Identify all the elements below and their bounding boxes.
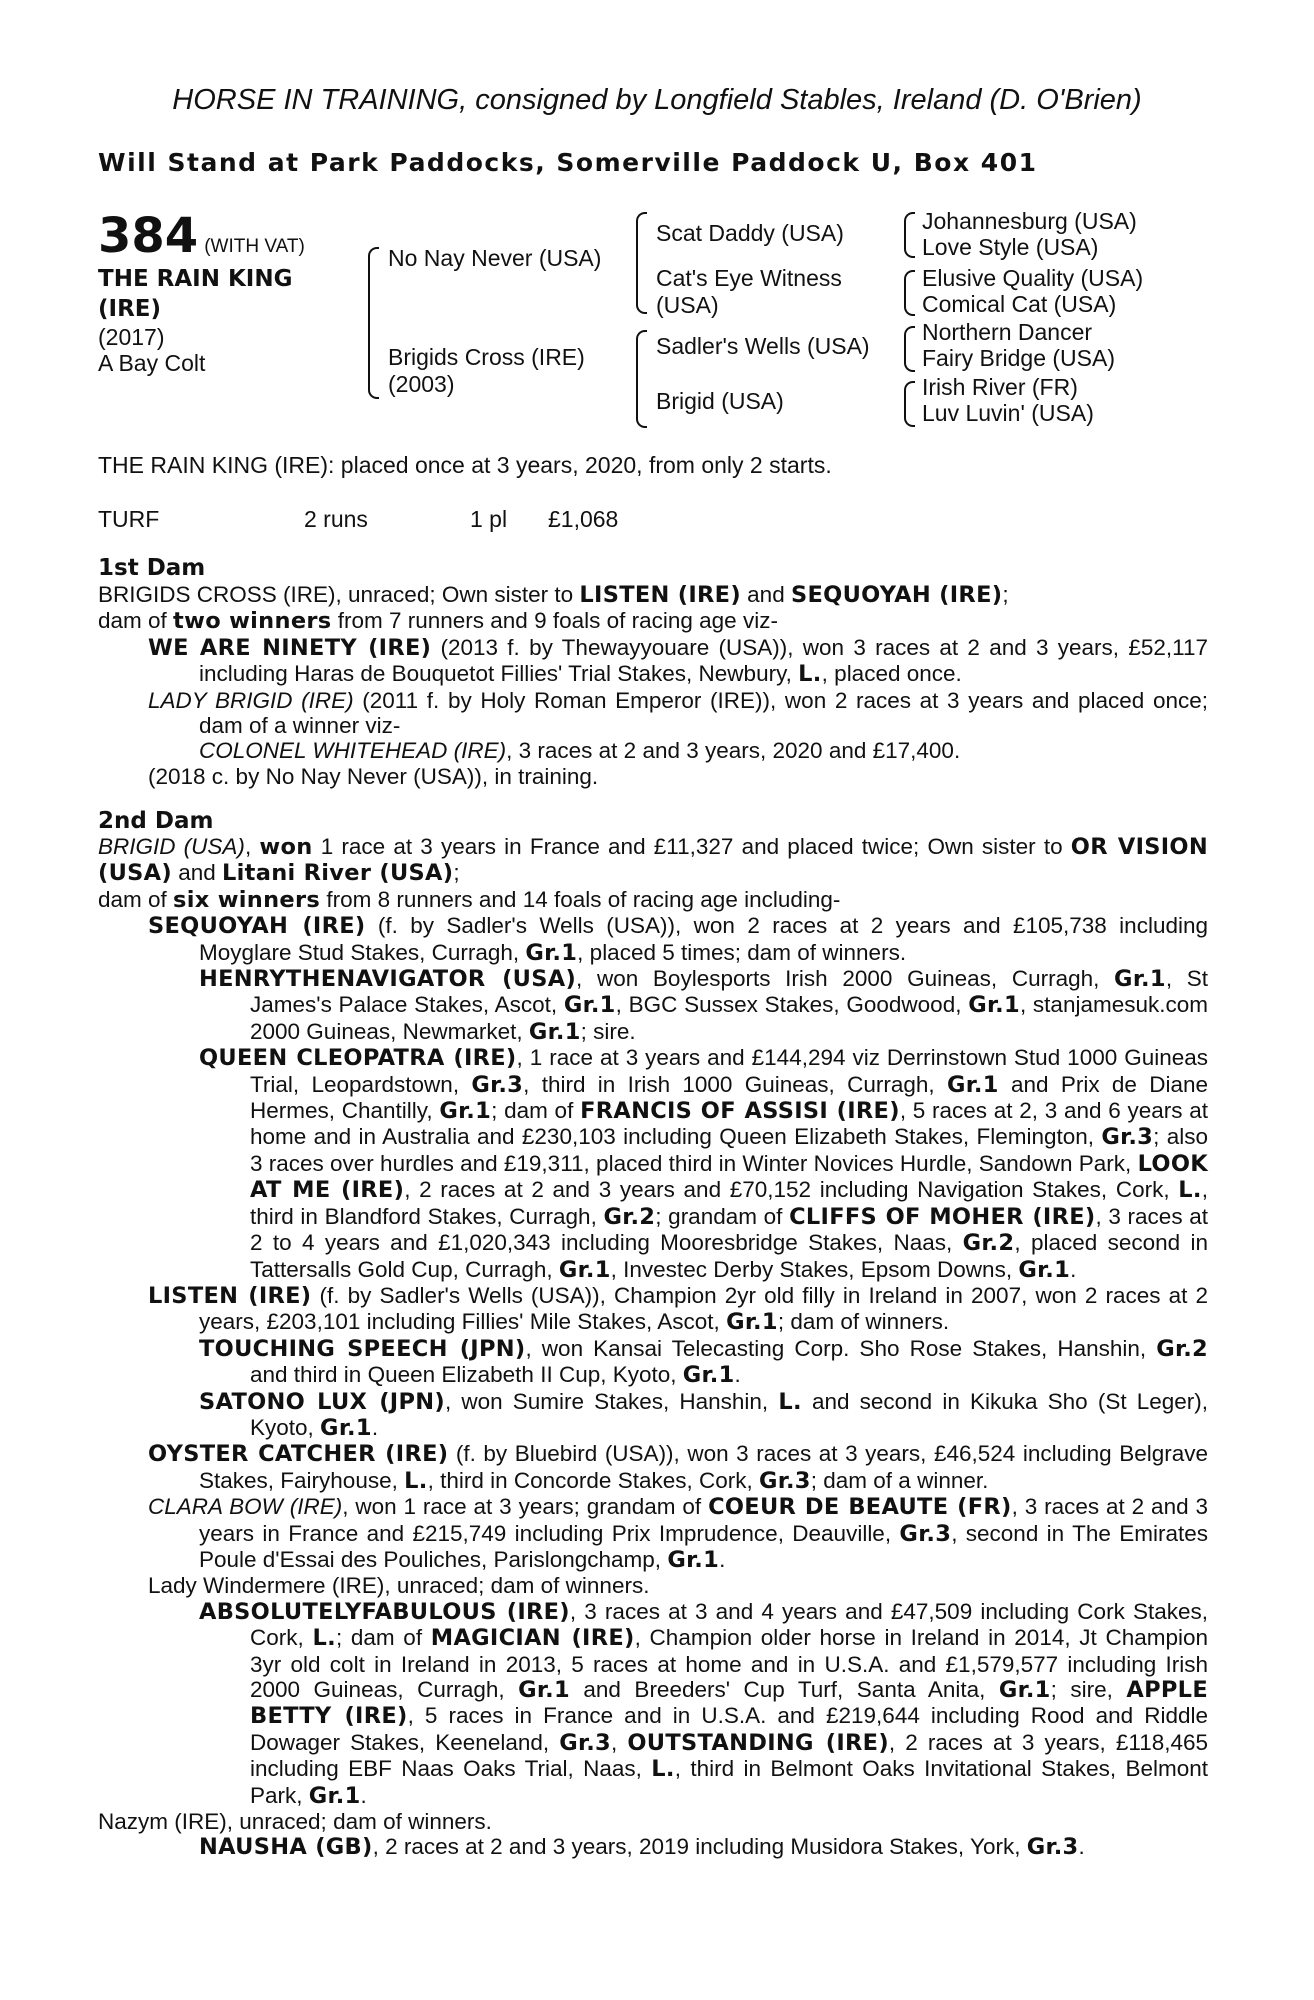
pedigree-sire-sire: Scat Daddy (USA) <box>656 220 844 246</box>
lot-number: 384 <box>98 208 199 264</box>
pedigree-gg5: Northern Dancer <box>922 319 1093 345</box>
second-dam-produce: dam of six winners from 8 runners and 14 foals of racing age including- <box>98 886 841 913</box>
record-runs: 2 runs <box>304 506 368 532</box>
vat-note: (WITH VAT) <box>204 236 305 257</box>
produce-entry: LADY BRIGID (IRE) (2011 f. by Holy Roman Emperor (IRE)), won 2 races at 3 years and placed once; dam of a winner viz- <box>148 687 1209 739</box>
pedigree-gg8: Luv Luvin' (USA) <box>922 400 1094 426</box>
pedigree-gg1: Johannesburg (USA) <box>922 208 1137 234</box>
second-dam-intro: BRIGID (USA), won 1 race at 3 years in France and £11,327 and placed twice; Own sister to OR VISION (USA) and Litani River (USA); <box>98 834 1208 887</box>
pedigree-brace <box>904 381 915 427</box>
pedigree-gg6: Fairy Bridge (USA) <box>922 345 1115 371</box>
pedigree-dam-year: (2003) <box>388 371 455 397</box>
pedigree-sire-dam-country: (USA) <box>656 292 719 318</box>
pedigree-dam <box>388 344 585 398</box>
record-surface: TURF <box>98 506 160 532</box>
first-dam-section <box>98 582 1208 789</box>
pedigree-gg3: Elusive Quality (USA) <box>922 265 1144 291</box>
pedigree-sire: No Nay Never (USA) <box>388 245 602 271</box>
record-placed: 1 pl <box>470 506 508 532</box>
produce-entry: Lady Windermere (IRE), unraced; dam of winners. <box>148 1573 650 1599</box>
produce-entry: WE ARE NINETY (IRE) (2013 f. by Thewayyouare (USA)), won 3 races at 2 and 3 years, £52,117 including Haras de Bouquetot Fillies' Trial Stakes, Newbury, L., placed once. <box>148 634 1208 688</box>
first-dam-heading: 1st Dam <box>98 555 206 581</box>
produce-entry: SEQUOYAH (IRE) (f. by Sadler's Wells (USA)), won 2 races at 2 years and £105,738 including Moyglare Stud Stakes, Curragh, Gr.1, placed 5 times; dam of winners. <box>148 913 1208 966</box>
horse-name-line2: (IRE) <box>98 296 162 322</box>
stand-location: Will Stand at Park Paddocks, Somerville Paddock U, Box 401 <box>98 148 1038 177</box>
produce-entry: HENRYTHENAVIGATOR (USA), won Boylesports Irish 2000 Guineas, Curragh, Gr.1, St James's Palace Stakes, Ascot, Gr.1, BGC Sussex Stakes, Goodwood, Gr.1, stanjamesuk.com 2000 Guineas, Newmarket, Gr.1; sire. <box>199 966 1209 1045</box>
produce-entry: (2018 c. by No Nay Never (USA)), in training. <box>148 763 599 789</box>
record-earnings: £1,068 <box>548 506 619 532</box>
horse-name-line1: THE RAIN KING <box>98 266 293 292</box>
pedigree-dam-name: Brigids Cross (IRE) <box>388 344 585 370</box>
pedigree-brace <box>904 326 915 372</box>
pedigree-brace <box>368 247 379 399</box>
pedigree-gg4: Comical Cat (USA) <box>922 291 1117 317</box>
produce-entry: QUEEN CLEOPATRA (IRE), 1 race at 3 years and £144,294 viz Derrinstown Stud 1000 Guineas Trial, Leopardstown, Gr.3, third in Irish 1000 Guineas, Curragh, Gr.1 and Prix de Diane Hermes, Chantilly, Gr.1; dam of FRANCIS OF ASSISI (IRE), 5 races at 2, 3 and 6 years at home and in Australia and £230,103 including Queen Elizabeth Stakes, Flemington, Gr.3; also 3 races over hurdles and £19,311, placed third in Winter Novices Hurdle, Sandown Park, LOOK AT ME (IRE), 2 races at 2 and 3 years and £70,152 including Navigation Stakes, Cork, L., third in Blandford Stakes, Curragh, Gr.2; grandam of CLIFFS OF MOHER (IRE), 3 races at 2 to 4 years and £1,020,343 including Mooresbridge Stakes, Naas, Gr.2, placed second in Tattersalls Gold Cup, Curragh, Gr.1, Investec Derby Stakes, Epsom Downs, Gr.1. <box>199 1045 1209 1283</box>
pedigree-dam-dam: Brigid (USA) <box>656 388 784 414</box>
second-dam-heading: 2nd Dam <box>98 808 214 834</box>
race-summary: THE RAIN KING (IRE): placed once at 3 years, 2020, from only 2 starts. <box>98 452 832 478</box>
produce-entry: TOUCHING SPEECH (JPN), won Kansai Telecasting Corp. Sho Rose Stakes, Hanshin, Gr.2 and third in Queen Elizabeth II Cup, Kyoto, Gr.1. <box>199 1335 1208 1389</box>
second-dam-section <box>98 834 1208 1861</box>
first-dam-intro: BRIGIDS CROSS (IRE), unraced; Own sister to LISTEN (IRE) and SEQUOYAH (IRE); <box>98 582 1009 608</box>
produce-entry: NAUSHA (GB), 2 races at 2 and 3 years, 2019 including Musidora Stakes, York, Gr.3. <box>199 1834 1085 1861</box>
produce-entry: Nazym (IRE), unraced; dam of winners. <box>98 1809 492 1835</box>
lot-heading <box>98 208 305 264</box>
produce-entry: COLONEL WHITEHEAD (IRE), 3 races at 2 and 3 years, 2020 and £17,400. <box>199 738 961 764</box>
consignment-header: HORSE IN TRAINING, consigned by Longfield Stables, Ireland (D. O'Brien) <box>172 84 1142 116</box>
pedigree-dam-sire: Sadler's Wells (USA) <box>656 333 870 359</box>
produce-entry: OYSTER CATCHER (IRE) (f. by Bluebird (USA)), won 3 races at 3 years, £46,524 including Belgrave Stakes, Fairyhouse, L., third in Concorde Stakes, Cork, Gr.3; dam of a winner. <box>148 1441 1209 1494</box>
pedigree-brace <box>904 270 915 316</box>
pedigree-gg7: Irish River (FR) <box>922 374 1078 400</box>
pedigree-sire-dam-name: Cat's Eye Witness <box>656 265 842 291</box>
produce-entry: ABSOLUTELYFABULOUS (IRE), 3 races at 3 and 4 years and £47,509 including Cork Stakes, Cork, L.; dam of MAGICIAN (IRE), Champion older horse in Ireland in 2014, Jt Champion 3yr old colt in Ireland in 2013, 5 races at home and in U.S.A. and £1,579,577 including Irish 2000 Guineas, Curragh, Gr.1 and Breeders' Cup Turf, Santa Anita, Gr.1; sire, APPLE BETTY (IRE), 5 races in France and in U.S.A. and £219,644 including Rood and Riddle Dowager Stakes, Keeneland, Gr.3, OUTSTANDING (IRE), 2 races at 3 years, £118,465 including EBF Naas Oaks Trial, Naas, L., third in Belmont Oaks Invitational Stakes, Belmont Park, Gr.1. <box>199 1598 1209 1809</box>
pedigree-sire-dam <box>656 265 842 319</box>
pedigree-brace <box>904 212 915 258</box>
produce-entry: CLARA BOW (IRE), won 1 race at 3 years; grandam of COEUR DE BEAUTE (FR), 3 races at 2 and 3 years in France and £215,749 including Prix Imprudence, Deauville, Gr.3, second in The Emirates Poule d'Essai des Pouliches, Parislongchamp, Gr.1. <box>148 1494 1208 1573</box>
horse-description: A Bay Colt <box>98 350 206 376</box>
horse-name <box>98 264 358 324</box>
horse-year: (2017) <box>98 324 165 350</box>
pedigree-gg2: Love Style (USA) <box>922 234 1099 260</box>
pedigree-brace <box>636 330 647 428</box>
produce-entry: SATONO LUX (JPN), won Sumire Stakes, Hanshin, L. and second in Kikuka Sho (St Leger), Kyoto, Gr.1. <box>199 1388 1209 1441</box>
pedigree-brace <box>636 212 647 314</box>
produce-entry: LISTEN (IRE) (f. by Sadler's Wells (USA)), Champion 2yr old filly in Ireland in 2007, won 2 races at 2 years, £203,101 including Fillies' Mile Stakes, Ascot, Gr.1; dam of winners. <box>148 1282 1209 1336</box>
first-dam-produce: dam of two winners from 7 runners and 9 foals of racing age viz- <box>98 608 778 635</box>
